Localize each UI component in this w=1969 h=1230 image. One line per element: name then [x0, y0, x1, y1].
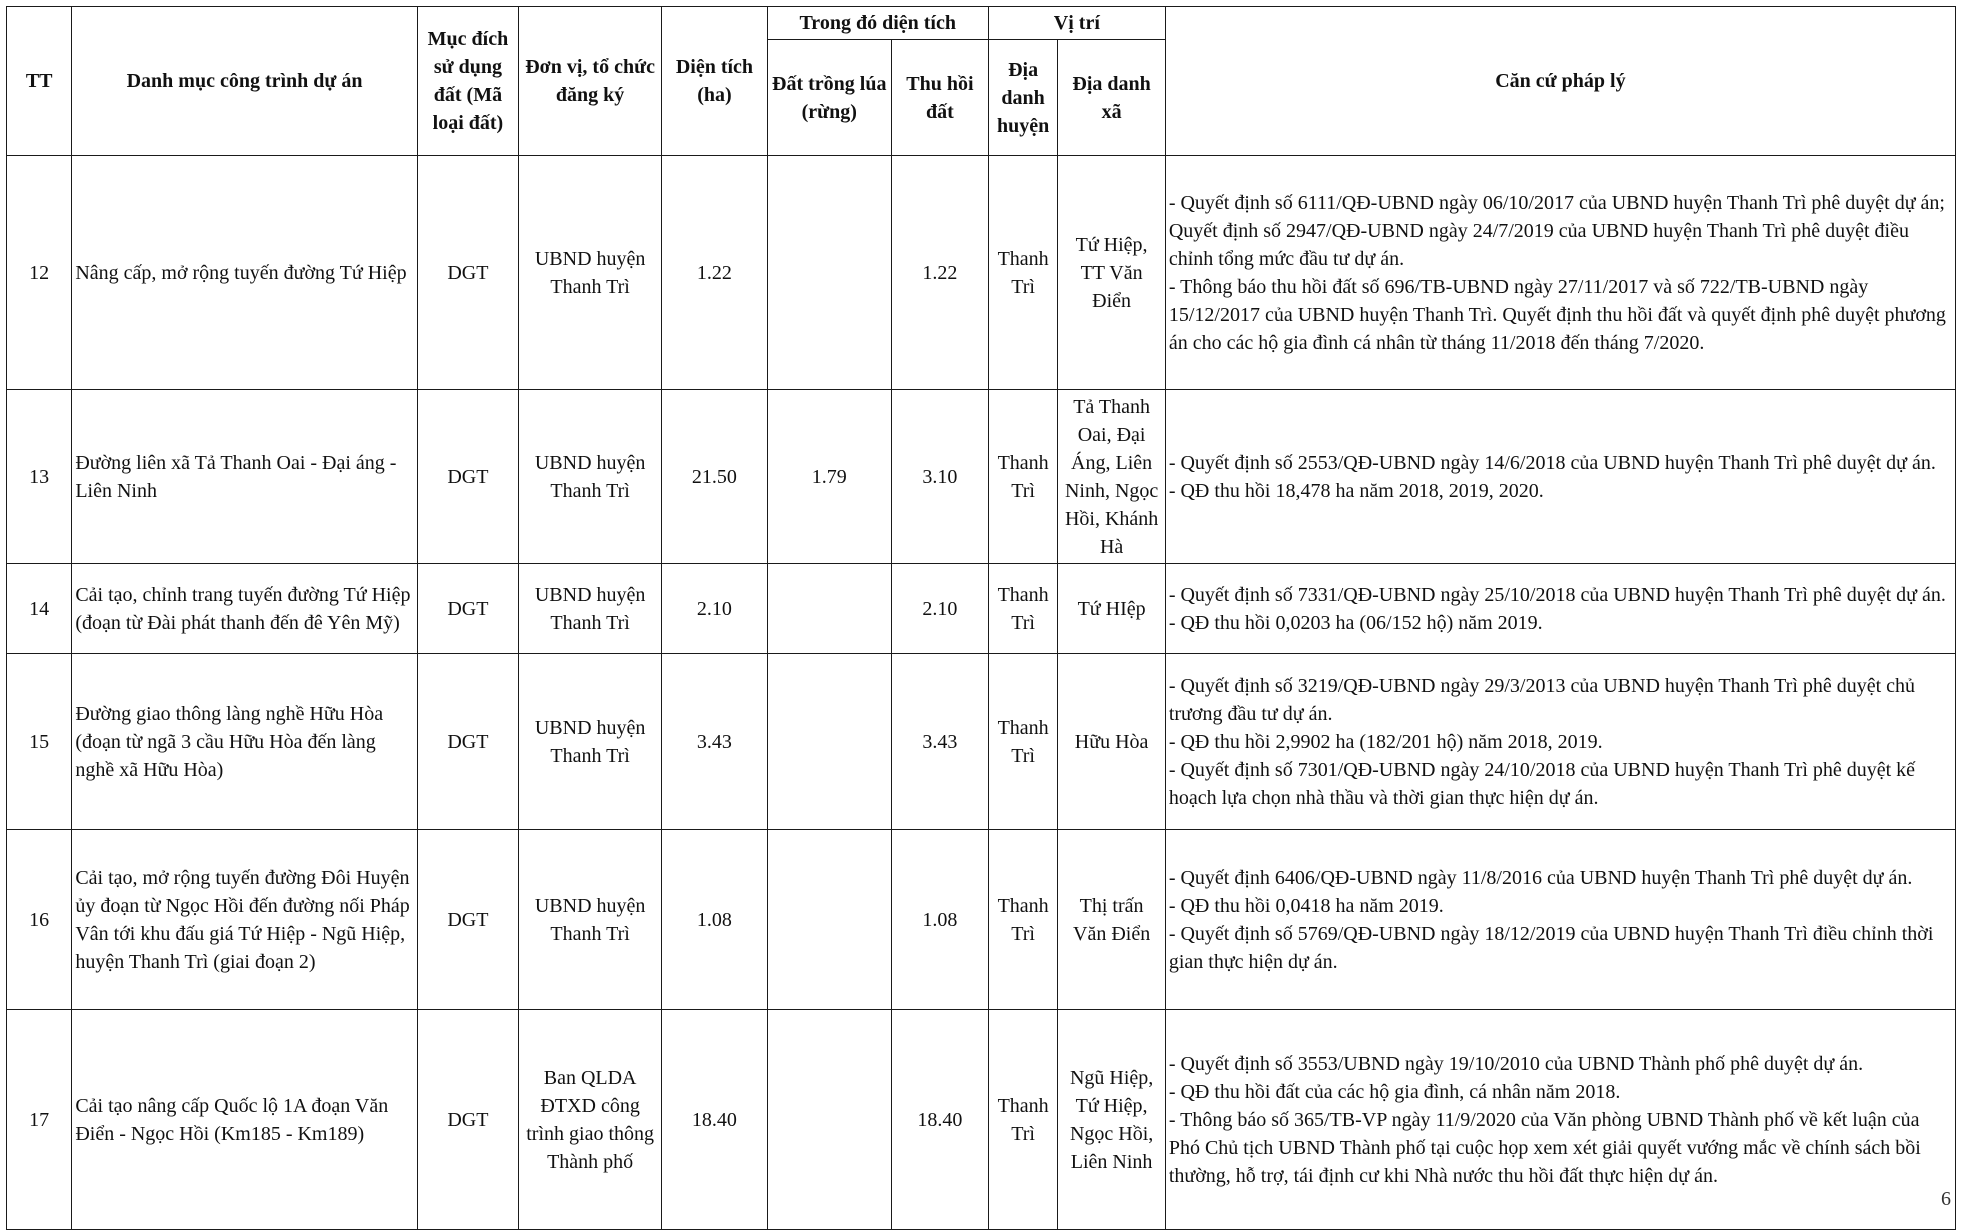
district-name: Thanh Trì [988, 830, 1058, 1010]
area-value: 2.10 [662, 564, 767, 654]
header-district: Địa danh huyện [988, 40, 1058, 156]
district-name: Thanh Trì [988, 654, 1058, 830]
legal-line: - QĐ thu hồi 0,0203 ha (06/152 hộ) năm 2019. [1168, 611, 1543, 634]
project-name: Đường liên xã Tả Thanh Oai - Đại áng - Liên Ninh [72, 390, 418, 564]
recovered-land-value: 3.43 [891, 654, 988, 830]
legal-line: - Thông báo số 365/TB-VP ngày 11/9/2020 của Văn phòng UBND Thành phố về kết luận của Phó Chủ tịch UBND Thành phố tại cuộc họp xem xét giải quyết vướng mắc về chính sách bồi thường, hỗ trợ, tái định cư khi Nhà nước thu hồi đất thực hiện dự án. [1168, 1108, 1921, 1187]
project-name: Đường giao thông làng nghề Hữu Hòa (đoạn từ ngã 3 cầu Hữu Hòa đến làng nghề xã Hữu Hòa) [72, 654, 418, 830]
rice-land-value [767, 1010, 891, 1230]
row-number: 12 [7, 156, 72, 390]
rice-land-value [767, 564, 891, 654]
land-use-code: DGT [417, 830, 518, 1010]
land-use-code: DGT [417, 1010, 518, 1230]
registering-unit: UBND huyện Thanh Trì [518, 564, 661, 654]
legal-basis [1165, 654, 1955, 830]
commune-name: Tả Thanh Oai, Đại Áng, Liên Ninh, Ngọc Hồi, Khánh Hà [1058, 390, 1165, 564]
header-group-area: Trong đó diện tích [767, 7, 988, 40]
table-row [7, 830, 1956, 1010]
area-value: 1.08 [662, 830, 767, 1010]
header-unit: Đơn vị, tổ chức đăng ký [518, 7, 661, 156]
recovered-land-value: 2.10 [891, 564, 988, 654]
land-use-code: DGT [417, 156, 518, 390]
legal-basis [1165, 564, 1955, 654]
area-value: 1.22 [662, 156, 767, 390]
area-value: 3.43 [662, 654, 767, 830]
legal-line: - Quyết định số 7331/QĐ-UBND ngày 25/10/2018 của UBND huyện Thanh Trì phê duyệt dự án. [1168, 583, 1946, 606]
land-use-code: DGT [417, 564, 518, 654]
area-value: 18.40 [662, 1010, 767, 1230]
page-mark: 6 [1941, 1188, 1951, 1210]
table-row [7, 1010, 1956, 1230]
header-rice: Đất trồng lúa (rừng) [767, 40, 891, 156]
registering-unit: Ban QLDA ĐTXD công trình giao thông Thành phố [518, 1010, 661, 1230]
project-name: Cải tạo, mở rộng tuyến đường Đôi Huyện ủy đoạn từ Ngọc Hồi đến đường nối Pháp Vân tới khu đấu giá Tứ Hiệp - Ngũ Hiệp, huyện Thanh Trì (giai đoạn 2) [72, 830, 418, 1010]
row-number: 13 [7, 390, 72, 564]
legal-line: - Quyết định số 3219/QĐ-UBND ngày 29/3/2013 của UBND huyện Thanh Trì phê duyệt chủ trương đầu tư dự án. [1168, 674, 1916, 725]
commune-name: Ngũ Hiệp, Tứ Hiệp, Ngọc Hồi, Liên Ninh [1058, 1010, 1165, 1230]
land-use-code: DGT [417, 654, 518, 830]
table-row [7, 390, 1956, 564]
rice-land-value: 1.79 [767, 390, 891, 564]
recovered-land-value: 18.40 [891, 1010, 988, 1230]
legal-line: - Quyết định 6406/QĐ-UBND ngày 11/8/2016 của UBND huyện Thanh Trì phê duyệt dự án. [1168, 866, 1913, 889]
registering-unit: UBND huyện Thanh Trì [518, 830, 661, 1010]
legal-line: - Quyết định số 6111/QĐ-UBND ngày 06/10/2017 của UBND huyện Thanh Trì phê duyệt dự án; Quyết định số 2947/QĐ-UBND ngày 24/7/2019 của UBND huyện Thanh Trì phê duyệt điều chỉnh tổng mức đầu tư dự án. [1168, 191, 1945, 270]
table-body [7, 156, 1956, 1230]
district-name: Thanh Trì [988, 390, 1058, 564]
rice-land-value [767, 830, 891, 1010]
legal-basis [1165, 830, 1955, 1010]
header-legal: Căn cứ pháp lý [1165, 7, 1955, 156]
legal-line: - Thông báo thu hồi đất số 696/TB-UBND ngày 27/11/2017 và số 722/TB-UBND ngày 15/12/2017 của UBND huyện Thanh Trì. Quyết định thu hồi đất và quyết định phê duyệt phương án cho các hộ gia đình cá nhân từ tháng 11/2018 đến tháng 7/2020. [1168, 275, 1946, 354]
area-value: 21.50 [662, 390, 767, 564]
recovered-land-value: 1.22 [891, 156, 988, 390]
legal-line: - QĐ thu hồi 18,478 ha năm 2018, 2019, 2020. [1168, 479, 1544, 502]
commune-name: Tứ Hiệp, TT Văn Điển [1058, 156, 1165, 390]
district-name: Thanh Trì [988, 156, 1058, 390]
row-number: 16 [7, 830, 72, 1010]
legal-basis [1165, 156, 1955, 390]
legal-basis [1165, 1010, 1955, 1230]
recovered-land-value: 1.08 [891, 830, 988, 1010]
project-name: Cải tạo, chỉnh trang tuyến đường Tứ Hiệp (đoạn từ Đài phát thanh đến đê Yên Mỹ) [72, 564, 418, 654]
header-area: Diện tích (ha) [662, 7, 767, 156]
land-use-code: DGT [417, 390, 518, 564]
registering-unit: UBND huyện Thanh Trì [518, 156, 661, 390]
table-row [7, 156, 1956, 390]
district-name: Thanh Trì [988, 1010, 1058, 1230]
commune-name: Hữu Hòa [1058, 654, 1165, 830]
registering-unit: UBND huyện Thanh Trì [518, 390, 661, 564]
project-name: Nâng cấp, mở rộng tuyến đường Tứ Hiệp [72, 156, 418, 390]
row-number: 14 [7, 564, 72, 654]
row-number: 17 [7, 1010, 72, 1230]
legal-line: - QĐ thu hồi 0,0418 ha năm 2019. [1168, 894, 1444, 917]
header-purpose: Mục đích sử dụng đất (Mã loại đất) [417, 7, 518, 156]
header-tt: TT [7, 7, 72, 156]
rice-land-value [767, 156, 891, 390]
legal-line: - Quyết định số 3553/UBND ngày 19/10/2010 của UBND Thành phố phê duyệt dự án. [1168, 1052, 1864, 1075]
registering-unit: UBND huyện Thanh Trì [518, 654, 661, 830]
table-row [7, 654, 1956, 830]
legal-line: - Quyết định số 2553/QĐ-UBND ngày 14/6/2018 của UBND huyện Thanh Trì phê duyệt dự án. [1168, 451, 1936, 474]
commune-name: Thị trấn Văn Điển [1058, 830, 1165, 1010]
legal-basis [1165, 390, 1955, 564]
recovered-land-value: 3.10 [891, 390, 988, 564]
legal-line: - Quyết định số 5769/QĐ-UBND ngày 18/12/2019 của UBND huyện Thanh Trì điều chỉnh thời gian thực hiện dự án. [1168, 922, 1934, 973]
header-group-location: Vị trí [988, 7, 1165, 40]
table-row [7, 564, 1956, 654]
district-name: Thanh Trì [988, 564, 1058, 654]
row-number: 15 [7, 654, 72, 830]
header-recover: Thu hồi đất [891, 40, 988, 156]
legal-line: - QĐ thu hồi đất của các hộ gia đình, cá nhân năm 2018. [1168, 1080, 1621, 1103]
project-name: Cải tạo nâng cấp Quốc lộ 1A đoạn Văn Điển - Ngọc Hồi (Km185 - Km189) [72, 1010, 418, 1230]
commune-name: Tứ HIệp [1058, 564, 1165, 654]
header-project: Danh mục công trình dự án [72, 7, 418, 156]
header-commune: Địa danh xã [1058, 40, 1165, 156]
legal-line: - QĐ thu hồi 2,9902 ha (182/201 hộ) năm 2018, 2019. [1168, 730, 1603, 753]
legal-line: - Quyết định số 7301/QĐ-UBND ngày 24/10/2018 của UBND huyện Thanh Trì phê duyệt kế hoạch lựa chọn nhà thầu và thời gian thực hiện dự án. [1168, 758, 1916, 809]
rice-land-value [767, 654, 891, 830]
land-use-table [6, 6, 1956, 1230]
